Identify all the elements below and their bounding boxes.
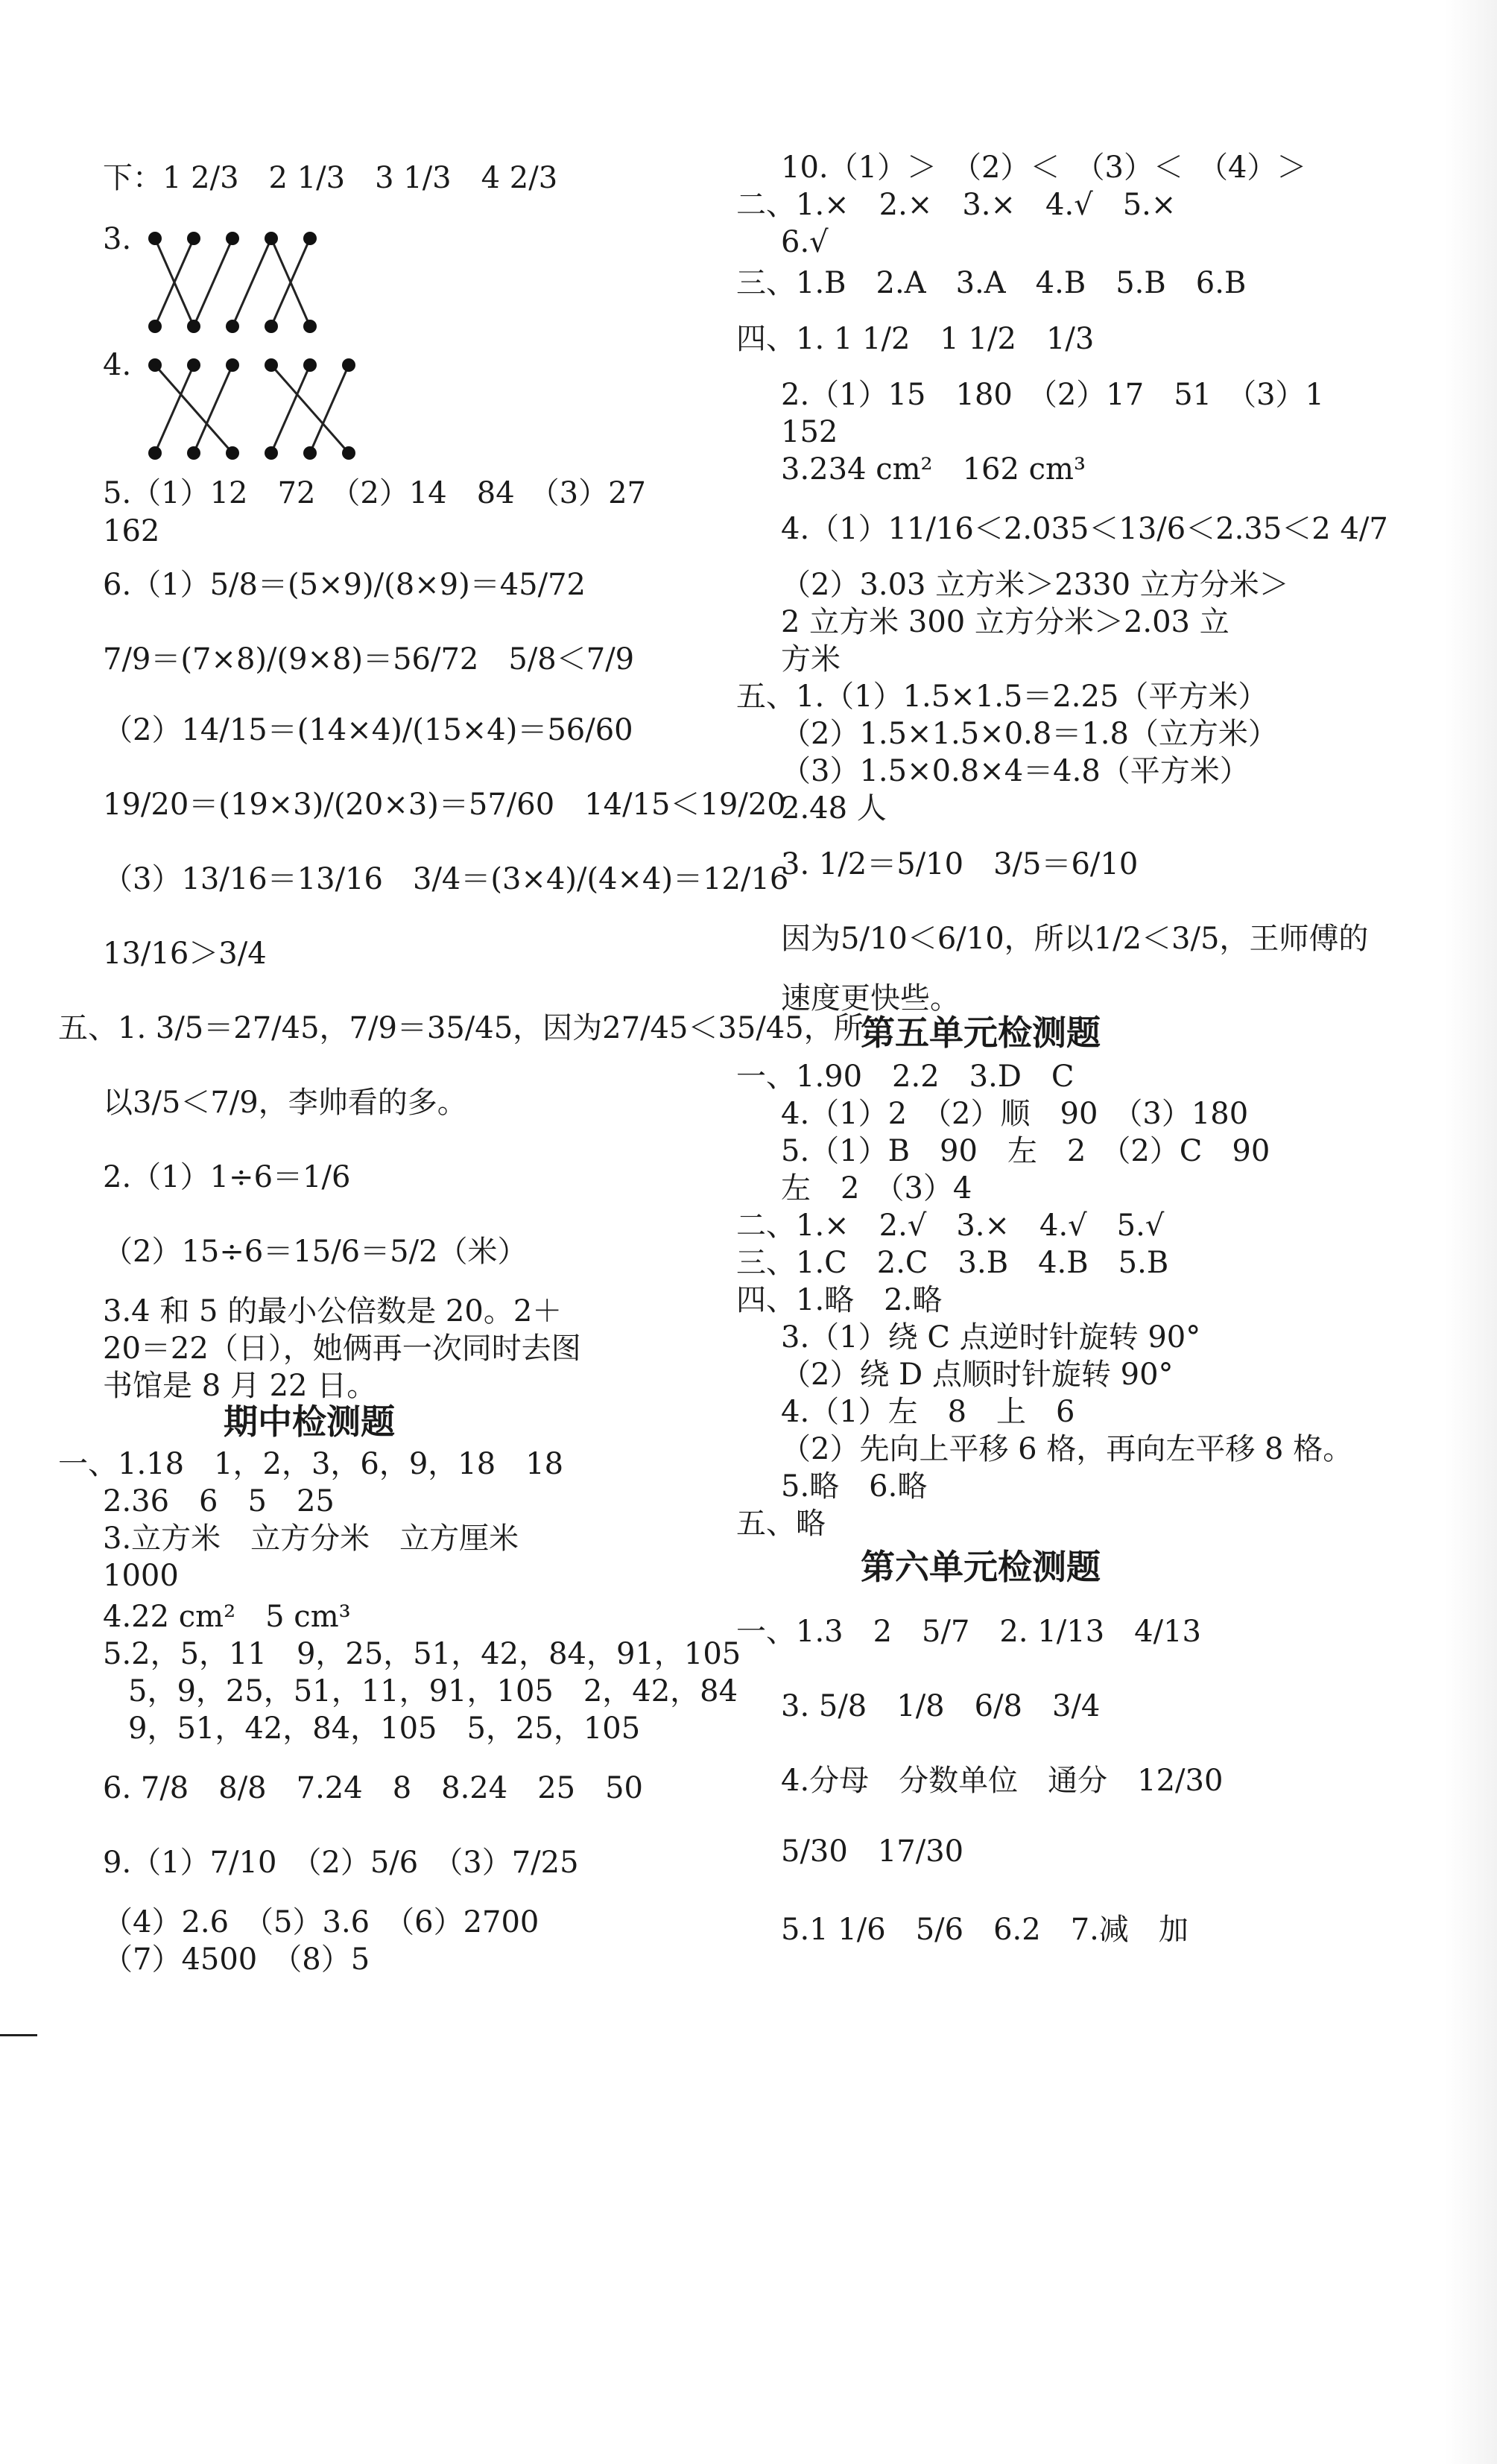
answer-line: 一、1.18 1，2，3，6，9，18 18 [58,1447,564,1481]
answer-line: （2）先向上平移 6 格，再向左平移 8 格。 [781,1432,1353,1466]
answer-line: 速度更快些。 [781,981,960,1016]
answer-line: 3.4 和 5 的最小公倍数是 20。2＋ [103,1294,563,1328]
answer-line: 三、1.B 2.A 3.A 4.B 5.B 6.B [736,266,1247,300]
answer-line: 因为5/10＜6/10，所以1/2＜3/5，王师傅的 [781,922,1369,956]
answer-line: 5，9，25，51，11，91，105 2，42，84 [128,1674,738,1708]
answer-line: （7）4500 （8）5 [103,1942,370,1977]
answer-line: 五、1.（1）1.5×1.5＝2.25（平方米） [736,680,1268,714]
section-title-unit5: 第五单元检测题 [861,1013,1101,1053]
answer-line: 7/9＝(7×8)/(9×8)＝56/72 5/8＜7/9 [103,642,635,677]
answer-line: 5.（1）B 90 左 2 （2）C 90 [781,1134,1270,1168]
matching-diagram-4 [142,350,395,462]
answer-line: 2 立方米 300 立方分米＞2.03 立 [781,605,1229,639]
answer-line: 5.2，5，11 9，25，51，42，84，91，105 [103,1637,741,1671]
page-rule [0,2034,37,2036]
answer-line: 9，51，42，84，105 5，25，105 [128,1711,641,1746]
answer-line: （2）1.5×1.5×0.8＝1.8（立方米） [781,717,1278,751]
answer-line: 2.（1）15 180 （2）17 51 （3）1 [781,378,1325,412]
answer-line: 五、略 [736,1507,826,1541]
answer-line: 4. [103,348,132,382]
answer-line: 20＝22（日），她俩再一次同时去图 [103,1331,581,1366]
answer-line: 三、1.C 2.C 3.B 4.B 5.B [736,1246,1169,1280]
answer-line: 19/20＝(19×3)/(20×3)＝57/60 14/15＜19/20 [103,788,786,822]
answer-line: 2.（1）1÷6＝1/6 [103,1160,351,1194]
answer-line: 10.（1）＞ （2）＜ （3）＜ （4）＞ [781,151,1307,185]
right-column [715,0,1431,2464]
answer-line: 6.√ [781,225,829,259]
answer-line: （3）1.5×0.8×4＝4.8（平方米） [781,754,1250,788]
answer-line: （2）绕 D 点顺时针旋转 90° [781,1358,1174,1392]
answer-line: 五、1. 3/5＝27/45，7/9＝35/45，因为27/45＜35/45，所 [58,1011,864,1045]
answer-line: 6.（1）5/8＝(5×9)/(8×9)＝45/72 [103,568,586,602]
answer-line: 方米 [781,642,841,677]
answer-line: 4.22 cm² 5 cm³ [103,1600,351,1634]
answer-line: 4.分母 分数单位 通分 12/30 [781,1764,1224,1798]
answer-line: 4.（1）左 8 上 6 [781,1395,1075,1429]
answer-line: 二、1.× 2.√ 3.× 4.√ 5.√ [736,1209,1165,1243]
answer-line: （3）13/16＝13/16 3/4＝(3×4)/(4×4)＝12/16 [103,862,789,896]
answer-line: 5/30 17/30 [781,1834,964,1869]
answer-line: 1000 [103,1559,179,1593]
answer-line: 13/16＞3/4 [103,937,267,971]
section-title-midterm: 期中检测题 [224,1402,395,1442]
answer-line: （2）14/15＝(14×4)/(15×4)＝56/60 [103,713,633,747]
page-edge-shadow [1445,0,1497,2464]
answer-line: 162 [103,514,160,548]
answer-line: 3. [103,222,132,256]
answer-line: 二、1.× 2.× 3.× 4.√ 5.× [736,188,1177,222]
answer-line: 四、1. 1 1/2 1 1/2 1/3 [736,322,1095,356]
answer-line: 四、1.略 2.略 [736,1283,943,1317]
answer-line: 4.（1）2 （2）顺 90 （3）180 [781,1097,1249,1131]
answer-line: 5.（1）12 72 （2）14 84 （3）27 [103,476,647,510]
matching-diagram-3 [142,224,358,335]
answer-line: 9.（1）7/10 （2）5/6 （3）7/25 [103,1846,579,1880]
answer-line: （4）2.6 （5）3.6 （6）2700 [103,1905,539,1939]
answer-line: 以3/5＜7/9，李帅看的多。 [103,1086,467,1120]
answer-line: 6. 7/8 8/8 7.24 8 8.24 25 50 [103,1771,643,1805]
answer-line: 4.（1）11/16＜2.035＜13/6＜2.35＜2 4/7 [781,512,1388,546]
answer-line: 5.1 1/6 5/6 6.2 7.减 加 [781,1913,1189,1947]
answer-line: （2）3.03 立方米＞2330 立方分米＞ [781,568,1289,602]
answer-line: 3.（1）绕 C 点逆时针旋转 90° [781,1320,1201,1355]
answer-line: 书馆是 8 月 22 日。 [103,1369,377,1403]
answer-line: 3.234 cm² 162 cm³ [781,452,1086,487]
answer-line: 152 [781,415,838,449]
section-title-unit6: 第六单元检测题 [861,1547,1101,1587]
answer-line: 2.48 人 [781,791,887,826]
answer-line: 5.略 6.略 [781,1469,928,1504]
answer-line: 一、1.3 2 5/7 2. 1/13 4/13 [736,1615,1201,1649]
answer-line: 一、1.90 2.2 3.D C [736,1060,1075,1094]
answer-line: 3.立方米 立方分米 立方厘米 [103,1521,519,1556]
answer-line: 3. 5/8 1/8 6/8 3/4 [781,1689,1101,1723]
answer-line: 下：1 2/3 2 1/3 3 1/3 4 2/3 [103,161,558,195]
answer-line: 3. 1/2＝5/10 3/5＝6/10 [781,847,1139,881]
answer-line: 2.36 6 5 25 [103,1484,335,1518]
answer-line: 左 2 （3）4 [781,1171,972,1206]
answer-line: （2）15÷6＝15/6＝5/2（米） [103,1235,528,1269]
